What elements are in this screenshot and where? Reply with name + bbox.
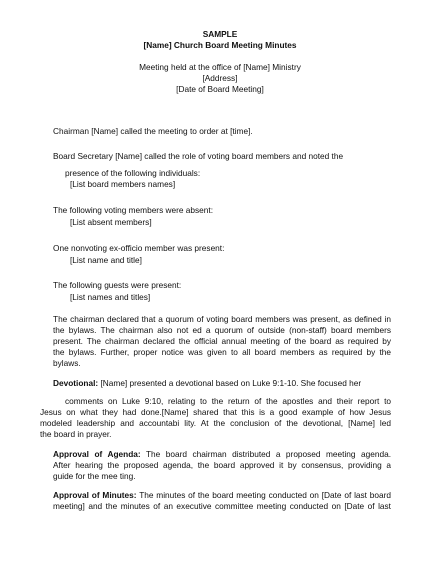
quorum-line: the bylaws. The chairman also not ed a quorum of outside (non-staff) board members xyxy=(53,325,391,335)
chairman-line: Chairman [Name] called the meeting to order at [time]. xyxy=(53,126,253,136)
absent-intro: The following voting members were absent: xyxy=(53,205,214,215)
devotional-label: Devotional: xyxy=(53,378,99,388)
minutes-line: meeting] and the minutes of an executive committee meeting conducted on [Date of last xyxy=(53,501,391,511)
minutes-paragraph xyxy=(53,490,391,512)
agenda-first-line xyxy=(53,449,391,460)
devotional-line: the board in prayer. xyxy=(40,429,112,439)
agenda-label: Approval of Agenda: xyxy=(53,449,141,459)
minutes-text: The minutes of the board meeting conducted on [Date of last board xyxy=(139,490,392,500)
secretary-line: Board Secretary [Name] called the role of voting board members and noted the xyxy=(53,151,344,161)
document-title: [Name] Church Board Meeting Minutes xyxy=(143,40,297,50)
devotional-text: [Name] presented a devotional based on Luke 9:1-10. She focused her xyxy=(100,378,362,388)
agenda-text: The board chairman distributed a proposed meeting agenda. xyxy=(145,449,392,459)
ex-officio-intro: One nonvoting ex-officio member was present: xyxy=(53,243,225,253)
sample-label: SAMPLE xyxy=(202,29,238,39)
agenda-line: After hearing the proposed agenda, the board approved it by consensus, providing a xyxy=(53,460,391,470)
quorum-line: present. The chairman declared the official annual meeting of the board as required by xyxy=(53,336,391,346)
quorum-line: bylaws. xyxy=(53,358,81,368)
guests-list: [List names and titles] xyxy=(70,292,151,302)
quorum-line: the bylaws. Further, proper notice was given to all board members as required by the xyxy=(53,347,391,357)
meeting-address: [Address] xyxy=(202,73,238,83)
agenda-paragraph xyxy=(53,449,391,482)
devotional-first-line xyxy=(53,378,361,389)
guests-intro: The following guests were present: xyxy=(53,280,182,290)
minutes-label: Approval of Minutes: xyxy=(53,490,137,500)
minutes-first-line xyxy=(53,490,391,501)
quorum-line: The chairman declared that a quorum of voting board members was present, as defined in xyxy=(53,314,391,324)
quorum-paragraph xyxy=(53,314,391,369)
agenda-line: guide for the mee ting. xyxy=(53,471,136,481)
absent-list: [List absent members] xyxy=(70,217,152,227)
devotional-line: Jesus on what they had done.[Name] shared that this is a good example of how Jesus xyxy=(40,407,391,417)
devotional-paragraph xyxy=(40,396,391,440)
devotional-line: modeled leadership and accountabi lity. At the conclusion of the devotional, [Name] led xyxy=(40,418,391,428)
devotional-line: comments on Luke 9:10, relating to the return of the apostles and their report to xyxy=(65,396,391,406)
presence-line: presence of the following individuals: xyxy=(65,168,201,178)
ex-officio-list: [List name and title] xyxy=(70,255,142,265)
meeting-location: Meeting held at the office of [Name] Ministry xyxy=(139,62,301,72)
meeting-date: [Date of Board Meeting] xyxy=(176,84,264,94)
board-members-list: [List board members names] xyxy=(70,179,176,189)
